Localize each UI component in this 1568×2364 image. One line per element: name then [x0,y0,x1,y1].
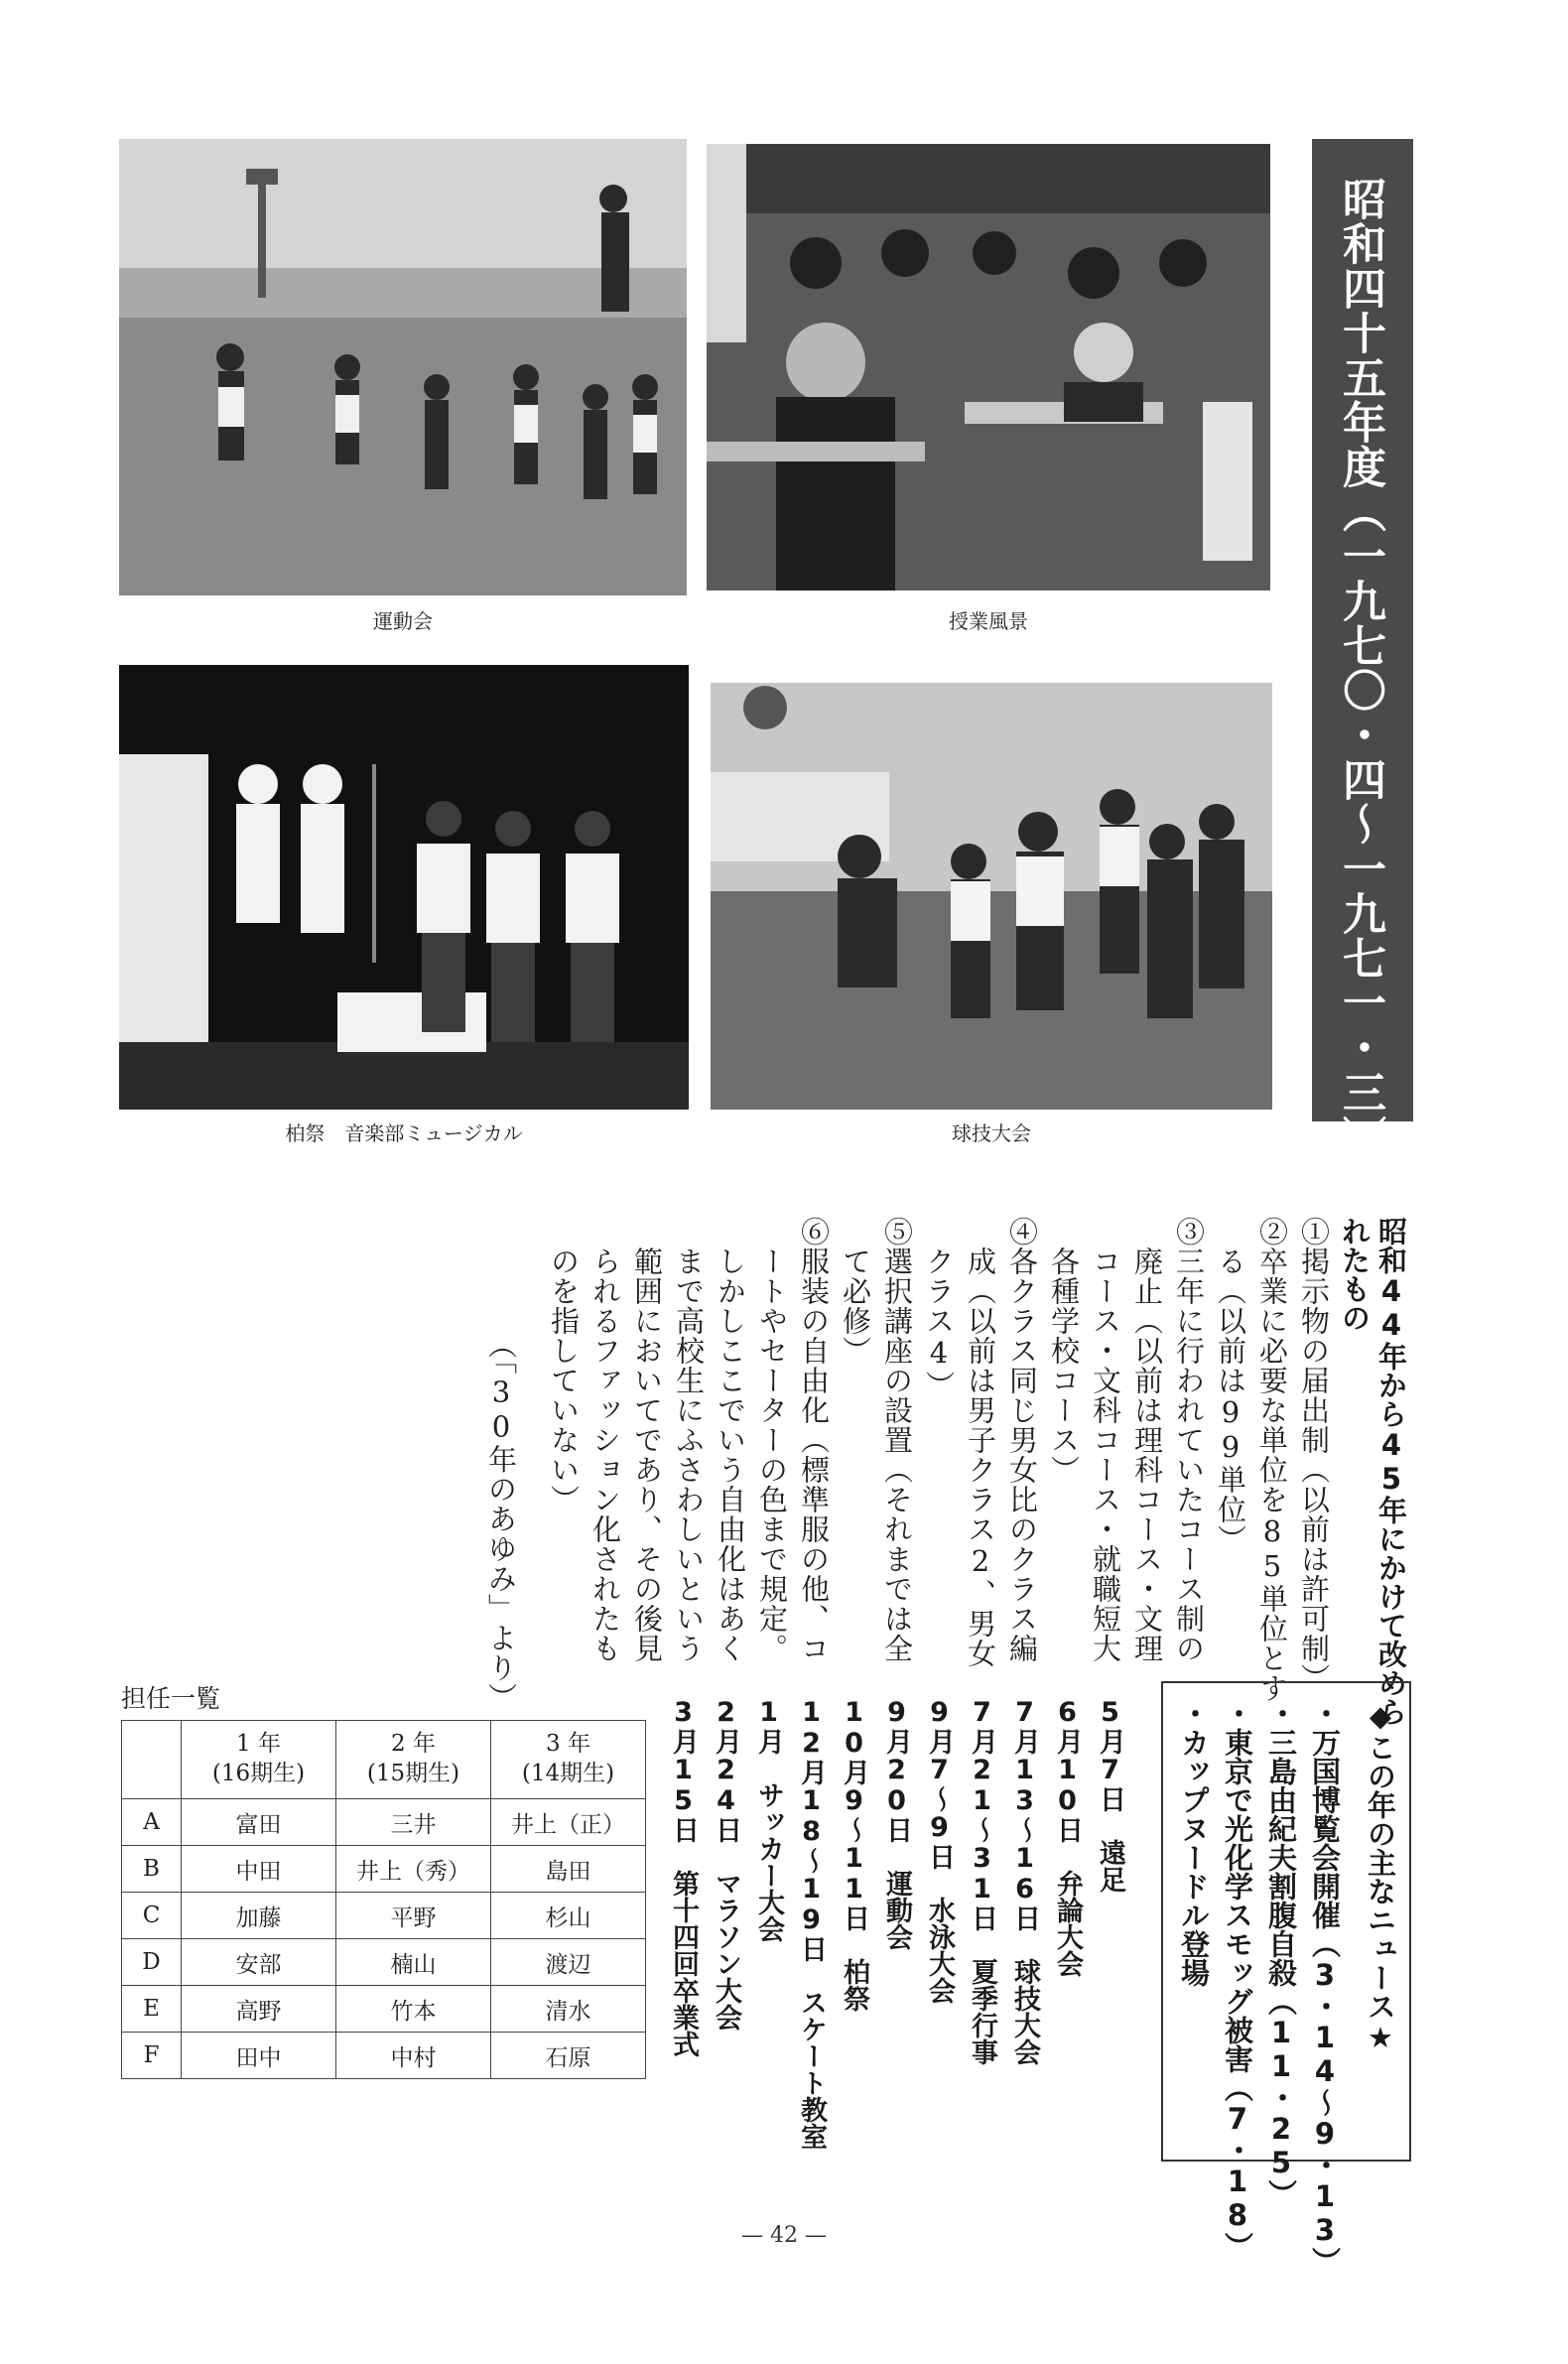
changes-line: ⑤選択講座の設置（それまでは全 [880,1217,914,1663]
teachers-title: 担任一覧 [121,1684,221,1713]
teacher-cell: 平野 [336,1893,491,1939]
schedule-item: 2月24日 マラソン大会 [711,1697,741,2031]
table-row [122,1846,646,1893]
photo-caption: 授業風景 [949,609,1028,633]
schedule-item: 9月7〜9日 水泳大会 [924,1697,955,2004]
table-row [122,1799,646,1846]
schedule-item: 1月 サッカー大会 [753,1697,784,1942]
changes-line: クラス4） [922,1217,956,1400]
class-label: F [122,2033,182,2079]
header-cell [182,1721,336,1799]
schedule-item: 5月7日 遠足 [1095,1697,1125,1893]
changes-line: しかしここでいう自由化はあく [714,1217,747,1663]
table-row [122,1939,646,1986]
changes-line: 成（以前は男子クラス2、男女 [964,1217,997,1668]
table-row [122,1893,646,1939]
schedule-item: 7月13〜16日 球技大会 [1009,1697,1040,2065]
header-term: (16期生) [211,1761,306,1786]
photo-caption: 球技大会 [952,1121,1031,1145]
changes-line: ①掲示物の届出制（以前は許可制） [1297,1217,1331,1693]
teacher-cell: 井上（正） [491,1799,646,1846]
changes-line: ②卒業に必要な単位を85単位とす [1255,1217,1289,1703]
header-year: 3 年 [546,1731,590,1758]
schedule-item: 12月18〜19日 スケート教室 [796,1697,827,2150]
news-heading: ◆この年の主なニュース★ [1364,1699,1397,2054]
header-blank [122,1721,182,1799]
photo-class-scene [707,144,1270,591]
page-title: 昭和四十五年度（一九七〇・四〜一九七一・三） [1335,177,1385,1159]
news-item: ・東京で光化学スモッグ被害（7・18） [1221,1699,1254,2261]
changes-line: て必修） [839,1217,872,1366]
header-cell [336,1721,491,1799]
teacher-cell: 渡辺 [491,1939,646,1986]
class-label: D [122,1939,182,1986]
teacher-cell: 富田 [182,1799,336,1846]
teacher-cell: 井上（秀） [336,1846,491,1893]
changes-line: ③三年に行われていたコース制の [1172,1217,1206,1663]
photo-sports-day [119,139,687,595]
photo-caption: 運動会 [373,609,433,633]
teacher-cell: 田中 [182,2033,336,2079]
header-year: 1 年 [236,1731,281,1758]
header-year: 2 年 [391,1731,436,1758]
news-item: ・万国博覧会開催（3・14〜9・13） [1308,1699,1342,2276]
changes-line: のを指していない） [547,1217,581,1514]
photo-kashiwa-fest [119,665,689,1110]
changes-heading: 昭和44年から45年にかけて改めら [1374,1217,1408,1726]
schedule-item: 7月21〜31日 夏季行事 [967,1697,997,2065]
teacher-cell: 三井 [336,1799,491,1846]
class-label: A [122,1799,182,1846]
changes-line: ④各クラス同じ男女比のクラス編 [1005,1217,1039,1663]
changes-heading: れたもの [1338,1217,1372,1332]
changes-source: （「30年のあゆみ」より） [484,1330,518,1713]
photo-ball-tournament [711,683,1272,1110]
teacher-cell: 杉山 [491,1893,646,1939]
teacher-cell: 清水 [491,1986,646,2033]
teacher-cell: 島田 [491,1846,646,1893]
class-label: C [122,1893,182,1939]
schedule-item: 10月9〜11日 柏祭 [839,1697,869,2012]
news-item: ・三島由紀夫割腹自殺（11・25） [1264,1699,1298,2208]
page-number: — 42 — [741,2223,827,2248]
class-label: E [122,1986,182,2033]
header-cell [491,1721,646,1799]
schedule-item: 3月15日 第十四回卒業式 [668,1697,699,2057]
changes-line: 各種学校コース） [1047,1217,1081,1485]
teacher-cell: 竹本 [336,1986,491,2033]
changes-line: ートやセーターの色まで規定。 [755,1217,789,1663]
changes-line: まで高校生にふさわしいという [672,1217,706,1663]
table-header-row [122,1721,646,1799]
table-row [122,1986,646,2033]
class-label: B [122,1846,182,1893]
schedule-item: 9月20日 運動会 [881,1697,912,1950]
changes-line: コース・文科コース・就職短大 [1089,1217,1122,1663]
changes-line: る（以前は99単位） [1214,1217,1247,1554]
schedule-item: 6月10日 弁論大会 [1052,1697,1083,1977]
changes-line: 範囲においてであり、その後見 [630,1217,664,1663]
teacher-cell: 中村 [336,2033,491,2079]
teacher-cell: 加藤 [182,1893,336,1939]
changes-line: られるファッション化されたも [588,1217,622,1663]
teachers-table [121,1720,646,2079]
photo-caption: 柏祭 音楽部ミュージカル [285,1121,523,1145]
teacher-cell: 石原 [491,2033,646,2079]
news-item: ・カップヌードル登場 [1177,1699,1211,1987]
table-row [122,2033,646,2079]
header-term: (14期生) [521,1761,615,1786]
teacher-cell: 楠山 [336,1939,491,1986]
header-term: (15期生) [366,1761,460,1786]
teacher-cell: 中田 [182,1846,336,1893]
changes-line: ⑥服装の自由化（標準服の他、コ [797,1217,831,1663]
teacher-cell: 高野 [182,1986,336,2033]
changes-line: 廃止（以前は理科コース・文理 [1130,1217,1164,1663]
teacher-cell: 安部 [182,1939,336,1986]
